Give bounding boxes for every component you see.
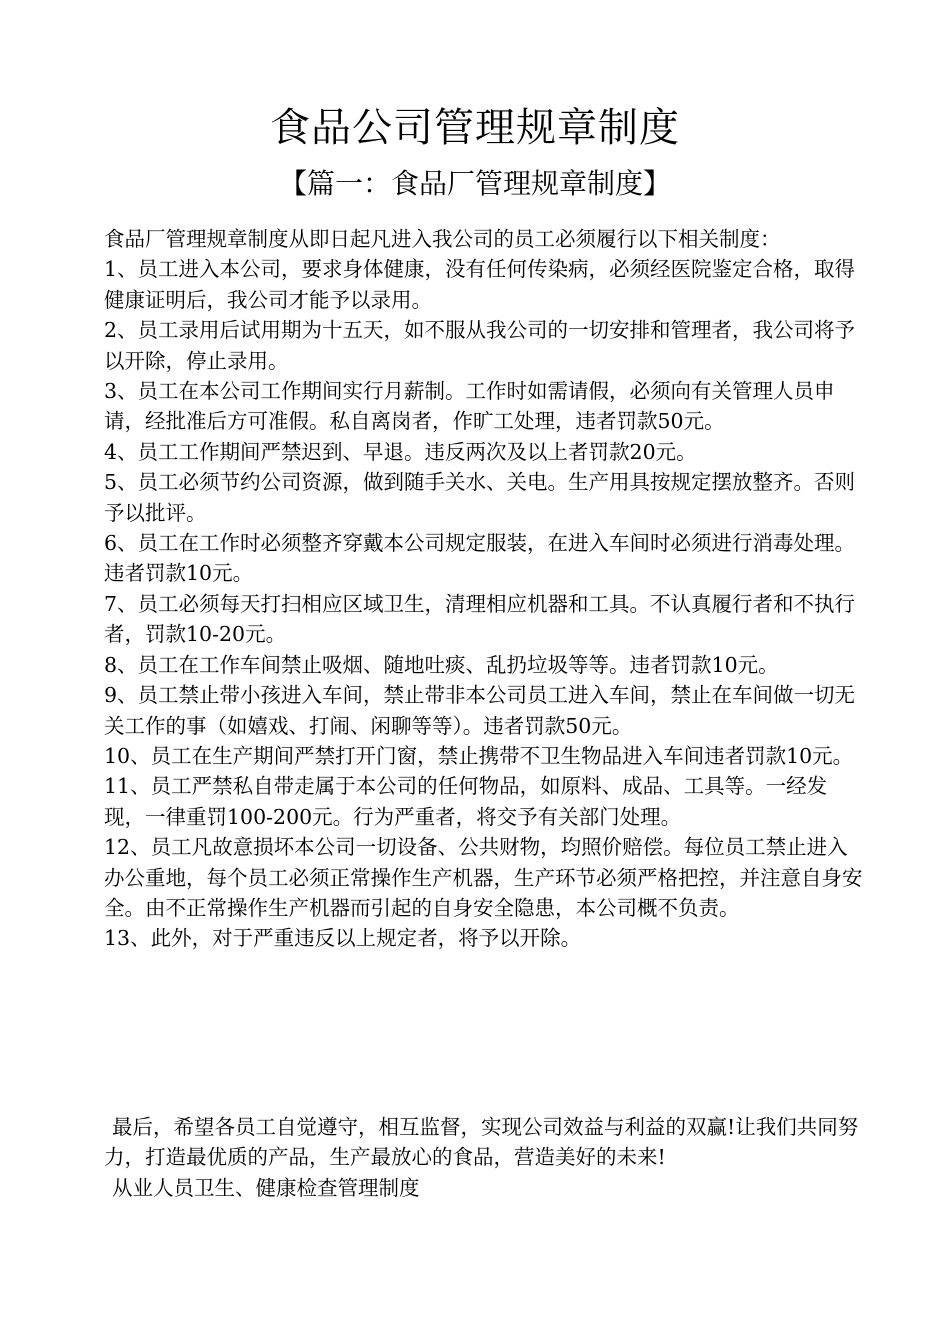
rule-10: 10、员工在生产期间严禁打开门窗，禁止携带不卫生物品进入车间违者罚款10元。: [104, 743, 854, 768]
closing-section: [104, 1112, 864, 1203]
rule-9: 9、员工禁止带小孩进入车间，禁止带非本公司员工进入车间，禁止在车间做一切无关工作的事（如嬉戏、打闹、闲聊等等）。违者罚款50元。: [104, 683, 856, 738]
rule-13: 13、此外，对于严重违反以上规定者，将予以开除。: [104, 926, 582, 951]
rule-1: 1、员工进入本公司，要求身体健康，没有任何传染病，必须经医院鉴定合格，取得健康证明后，我公司才能予以录用。: [104, 257, 856, 312]
rule-7: 7、员工必须每天打扫相应区域卫生，清理相应机器和工具。不认真履行者和不执行者，罚款10-20元。: [104, 591, 856, 647]
rule-2: 2、员工录用后试用期为十五天，如不服从我公司的一切安排和管理者，我公司将予以开除，停止录用。: [104, 318, 856, 373]
rule-12: 12、员工凡故意损坏本公司一切设备、公共财物，均照价赔偿。每位员工禁止进入办公重地，每个员工必须正常操作生产机器，生产环节必须严格把控，并注意自身安全。由不正常操作生产机器而引起的自身安全隐患，本公司概不负责。: [104, 835, 863, 920]
next-section-heading: 从业人员卫生、健康检查管理制度: [112, 1175, 420, 1200]
document-body: [104, 224, 864, 954]
rule-4: 4、员工工作期间严禁迟到、早退。违反两次及以上者罚款20元。: [104, 439, 697, 464]
rule-8: 8、员工在工作车间禁止吸烟、随地吐痰、乱扔垃圾等等。违者罚款10元。: [104, 652, 779, 677]
rule-11: 11、员工严禁私自带走属于本公司的任何物品，如原料、成品、工具等。一经发现，一律重罚100-200元。行为严重者，将交予有关部门处理。: [104, 774, 828, 829]
rule-3: 3、员工在本公司工作期间实行月薪制。工作时如需请假，必须向有关管理人员申请，经批准后方可准假。私自离岗者，作旷工处理，违者罚款50元。: [104, 379, 835, 434]
rule-6: 6、员工在工作时必须整齐穿戴本公司规定服装，在进入车间时必须进行消毒处理。违者罚款10元。: [104, 531, 856, 586]
closing-paragraph: 最后，希望各员工自觉遵守，相互监督，实现公司效益与利益的双赢!让我们共同努力，打造最优质的产品，生产最放心的食品，营造美好的未来!: [104, 1115, 859, 1170]
document-title: 食品公司管理规章制度: [270, 105, 680, 151]
document-subtitle: 【篇一：食品厂管理规章制度】: [278, 167, 671, 200]
rule-5: 5、员工必须节约公司资源，做到随手关水、关电。生产用具按规定摆放整齐。否则予以批评。: [104, 470, 856, 525]
intro-paragraph: 食品厂管理规章制度从即日起凡进入我公司的员工必须履行以下相关制度：: [104, 227, 781, 251]
